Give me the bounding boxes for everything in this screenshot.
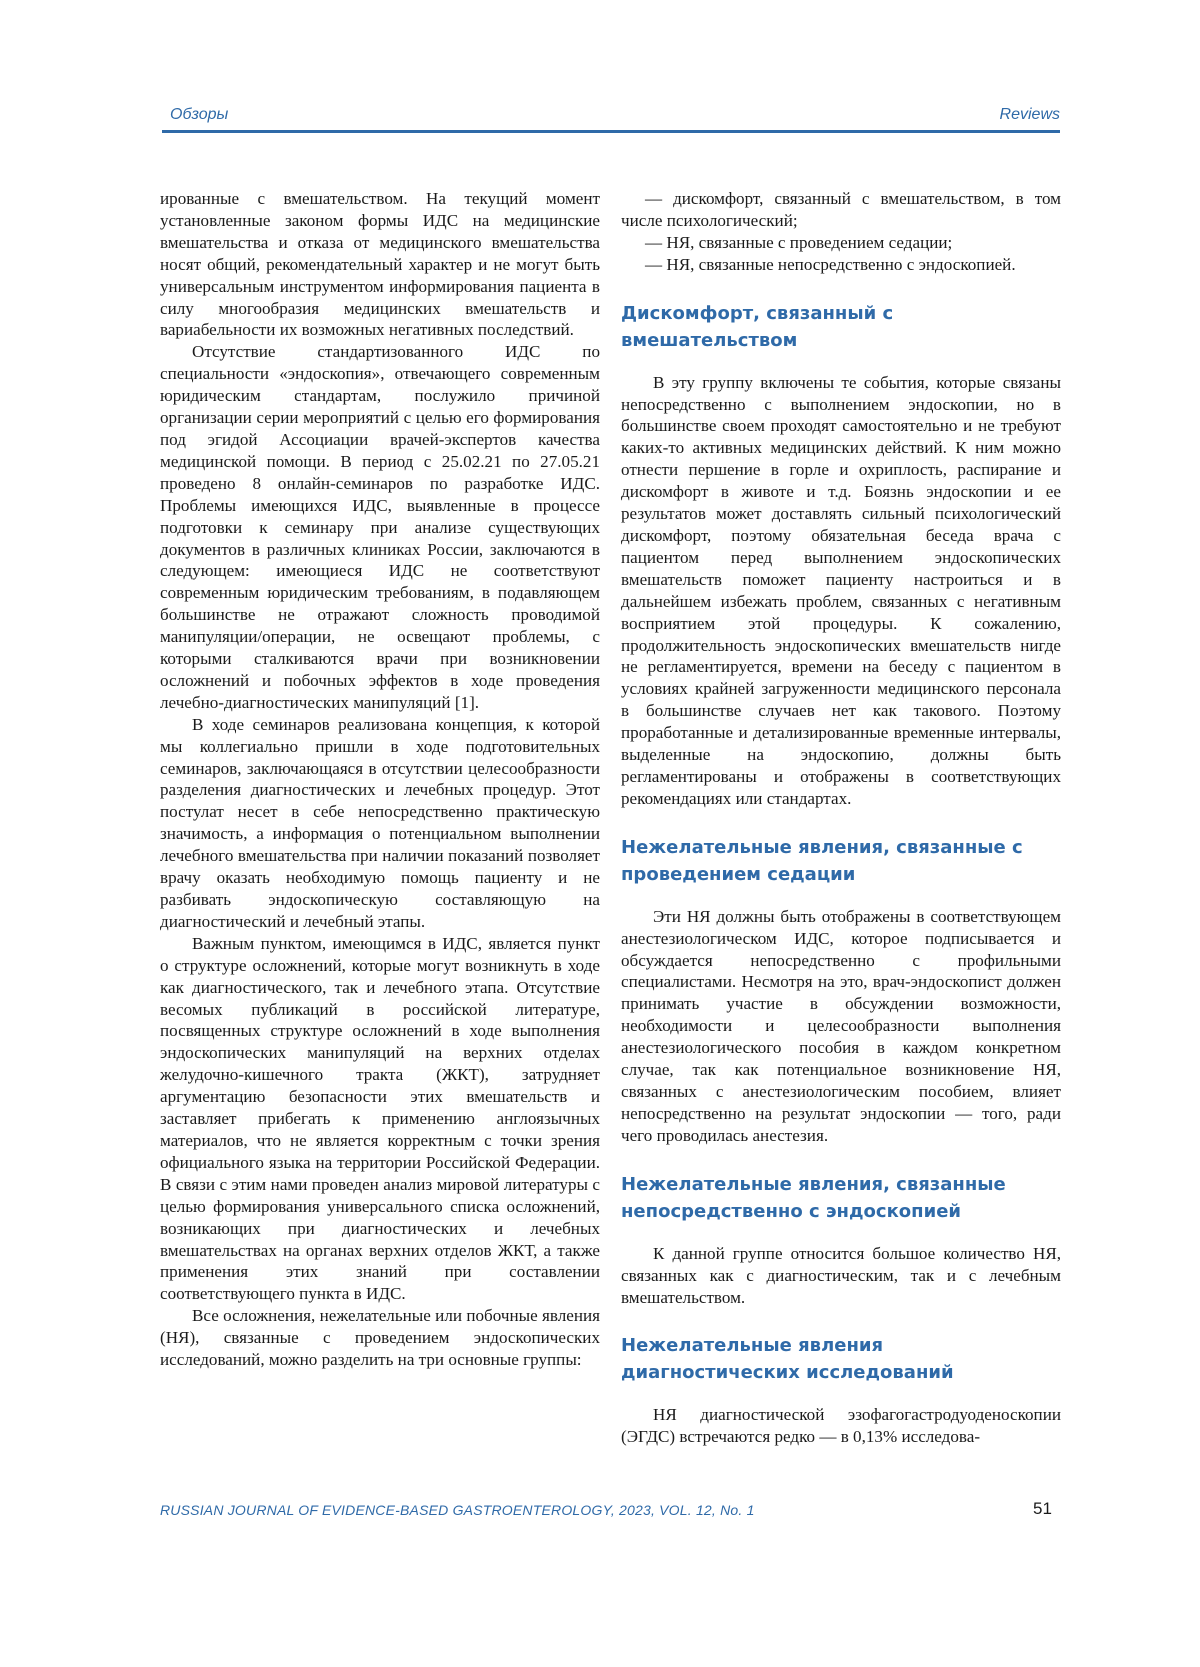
- journal-citation: RUSSIAN JOURNAL OF EVIDENCE-BASED GASTROENTEROLOGY, 2023, VOL. 12, No. 1: [160, 1502, 755, 1518]
- paragraph: ированные с вмешательством. На текущий момент установленные законом формы ИДС на медицинские вмешательства и отказа от медицинского вмешательства носят общий, рекомендательный характер и не могут быть универсальным инструментом информирования пациента в силу многообразия медицинских вмешательств и вариабельности их возможных негативных последствий.: [160, 189, 600, 340]
- header-divider: [162, 130, 1060, 133]
- list-item: — НЯ, связанные с проведением седации;: [645, 232, 953, 252]
- section-heading: Дискомфорт, связанный с вмешательством: [621, 302, 894, 351]
- left-column: [160, 188, 600, 1371]
- paragraph: В эту группу включены те события, которые связаны непосредственно с выполнением эндоскопии, но в большинстве своем проходят самостоятельно и не требуют каких-то активных медицинских действий. К ним можно отнести першение в горле и охриплость, распирание и дискомфорт в животе и т.д. Боязнь эндоскопии и ее результатов может доставлять сильный психологический дискомфорт, поэтому обязательная беседа врача с пациентом перед выполнением эндоскопических вмешательств поможет пациенту настроиться и в дальнейшем избежать проблем, связанных с негативным восприятием этой процедуры. К сожалению, продолжительность эндоскопических вмешательств нигде не регламентируется, времени на беседу с пациентом в условиях крайней загруженности медицинского персонала в большинстве случаев нет как такового. Поэтому проработанные и детализированные временные интервалы, выделенные на эндоскопию, должны быть регламентированы и отображены в соответствующих рекомендациях или стандартах.: [621, 372, 1061, 808]
- paragraph: Важным пунктом, имеющимся в ИДС, является пункт о структуре осложнений, которые могут возникнуть в ходе как диагностического, так и лечебного этапа. Отсутствие весомых публикаций в российской литературе, посвященных структуре осложнений в ходе выполнения эндоскопических манипуляций на верхних отделах желудочно-кишечного тракта (ЖКТ), затрудняет аргументацию безопасности этих вмешательств и заставляет прибегать к применению англоязычных материалов, что не является корректным с точки зрения официального языка на территории Российской Федерации. В связи с этим нами проведен анализ мировой литературы с целью формирования универсального списка осложнений, возникающих при диагностических и лечебных вмешательствах на органах верхних отделов ЖКТ, а также применения этих знаний при составлении соответствующего пункта в ИДС.: [160, 933, 600, 1304]
- section-label-english: Reviews: [999, 106, 1060, 123]
- list-item: — дискомфорт, связанный с вмешательством, в том числе психологический;: [621, 189, 1061, 230]
- paragraph: НЯ диагностической эзофагогастродуоденоскопии (ЭГДС) встречаются редко — в 0,13% исследова-: [621, 1405, 1061, 1447]
- section-heading: Нежелательные явления, связанные непосредственно с эндоскопией: [621, 1173, 1006, 1222]
- page-number: 51: [1033, 1499, 1052, 1518]
- running-header: [170, 104, 1060, 128]
- list-item: — НЯ, связанные непосредственно с эндоскопией.: [645, 254, 1016, 274]
- paragraph: Отсутствие стандартизованного ИДС по специальности «эндоскопия», отвечающего современным юридическим стандартам, послужило причиной организации серии мероприятий с целью его формирования под эгидой Ассоциации врачей-экспертов качества медицинской помощи. В период с 25.02.21 по 27.05.21 проведено 8 онлайн-семинаров по разработке ИДС. Проблемы имеющихся ИДС, выявленные в процессе подготовки к семинару при анализе существующих документов в различных клиниках России, заключаются в следующем: имеющиеся ИДС не соответствуют современным юридическим требованиям, в подавляющем большинстве не отражают сложность проводимой манипуляции/операции, не освещают проблемы, с которыми сталкиваются врачи при возникновении осложнений и побочных эффектов в ходе проведения лечебно-диагностических манипуляций [1].: [160, 342, 600, 712]
- right-column: [621, 188, 1061, 1448]
- paragraph: Все осложнения, нежелательные или побочные явления (НЯ), связанные с проведением эндоскопических исследований, можно разделить на три основные группы:: [160, 1306, 600, 1370]
- section-label: Обзоры: [170, 106, 229, 123]
- paragraph: Эти НЯ должны быть отображены в соответствующем анестезиологическом ИДС, которое подписывается и обсуждается непосредственно с профильными специалистами. Несмотря на это, врач-эндоскопист должен принимать участие в обсуждении возможности, необходимости и целесообразности выполнения анестезиологического пособия в каждом конкретном случае, так как потенциальное возникновение НЯ, связанных с анестезиологическим пособием, влияет непосредственно на результат эндоскопии — того, ради чего проводилась анестезия.: [621, 906, 1061, 1145]
- section-heading: Нежелательные явления диагностических исследований: [621, 1335, 954, 1384]
- paragraph: В ходе семинаров реализована концепция, к которой мы коллегиально пришли в ходе подготовительных семинаров, заключающаяся в отсутствии целесообразности разделения диагностических и лечебных процедур. Этот постулат несет в себе непосредственно практическую значимость, а информация о потенциальном выполнении лечебного вмешательства при наличии показаний позволяет врачу оказать необходимую помощь пациенту и не разбивать эндоскопическую составляющую на диагностический и лечебный этапы.: [160, 714, 600, 931]
- section-heading: Нежелательные явления, связанные с проведением седации: [621, 836, 1023, 885]
- paragraph: К данной группе относится большое количество НЯ, связанных как с диагностическим, так и с лечебным вмешательством.: [621, 1243, 1061, 1307]
